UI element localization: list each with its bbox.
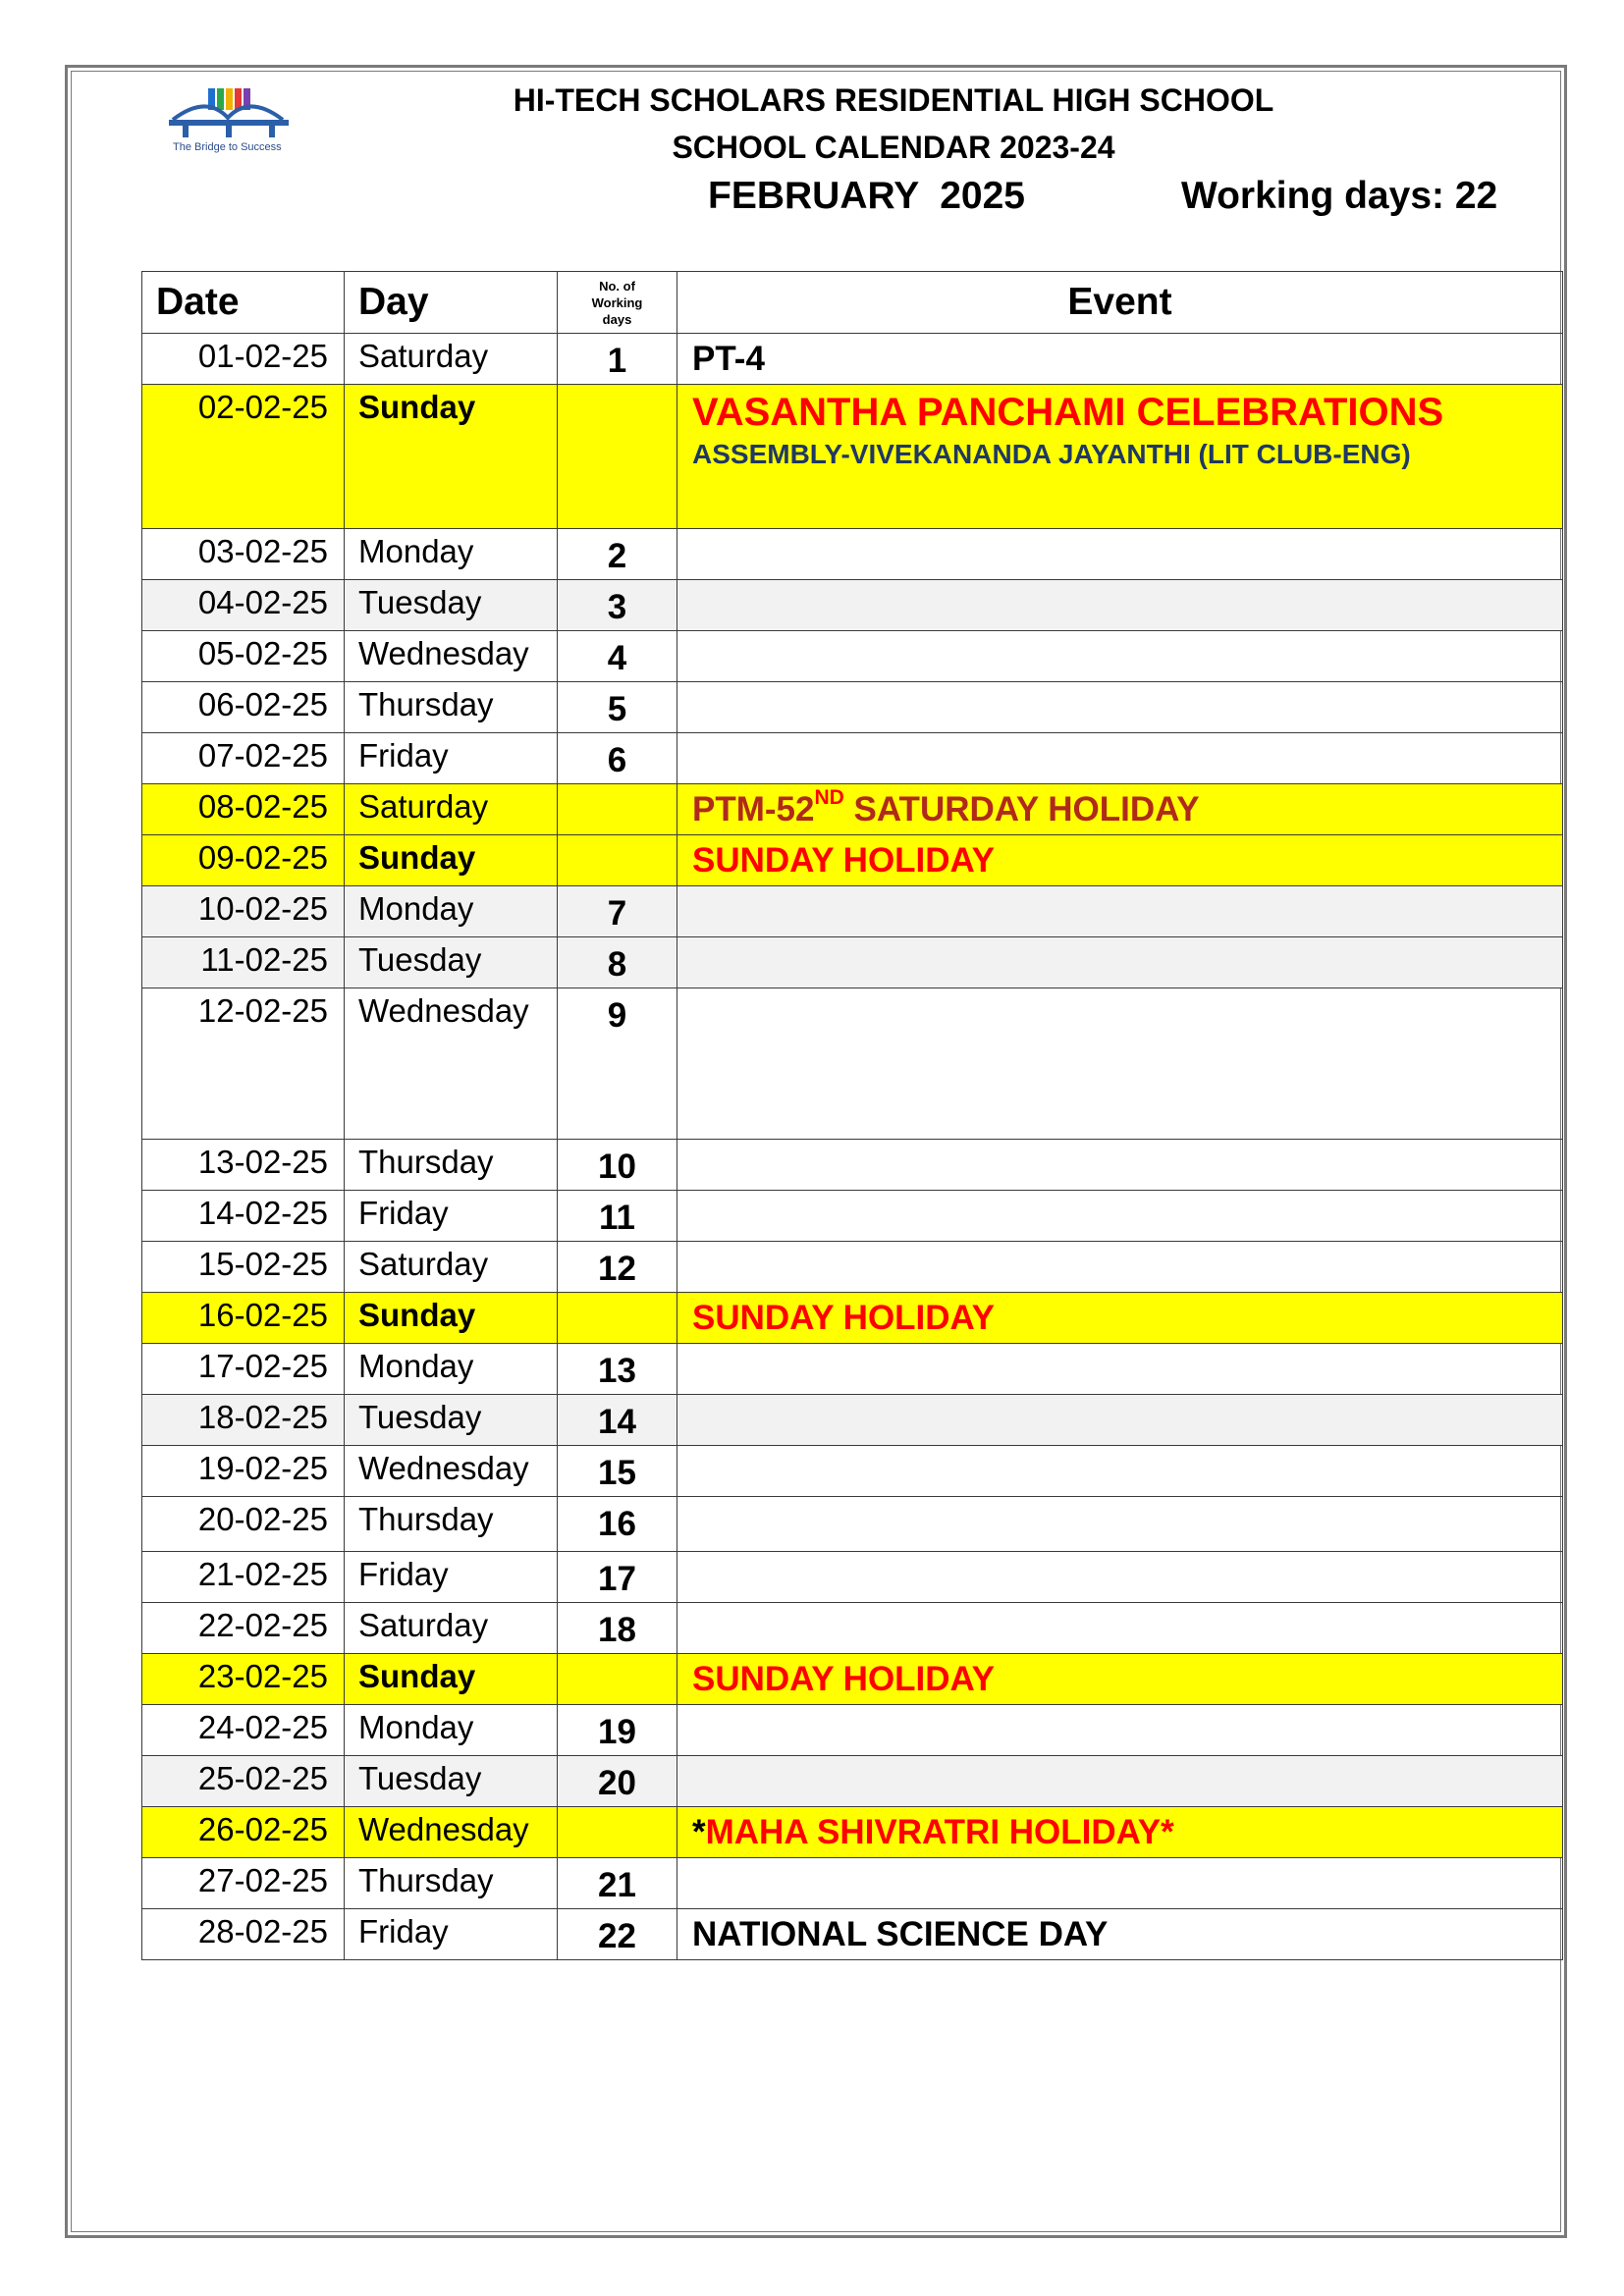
row-working-day: 7: [558, 886, 677, 937]
row-event: [677, 1140, 1563, 1191]
row-day: Monday: [345, 1344, 558, 1395]
row-date: 21-02-25: [142, 1552, 345, 1603]
row-date: 22-02-25: [142, 1603, 345, 1654]
event-ptm: PTM-52: [692, 790, 815, 828]
row-date: 20-02-25: [142, 1497, 345, 1552]
table-row: [142, 1654, 1563, 1705]
row-date: 08-02-25: [142, 784, 345, 835]
row-day: Friday: [345, 1909, 558, 1960]
table-row: [142, 529, 1563, 580]
row-working-day: 9: [558, 988, 677, 1140]
row-day: Friday: [345, 1552, 558, 1603]
row-event: [677, 1552, 1563, 1603]
row-day: Wednesday: [345, 988, 558, 1140]
header-date: Date: [142, 272, 345, 334]
row-event: [677, 1603, 1563, 1654]
row-date: 16-02-25: [142, 1293, 345, 1344]
table-row: [142, 631, 1563, 682]
row-day: Sunday: [345, 835, 558, 886]
row-working-day: [558, 1293, 677, 1344]
row-working-day: [558, 1654, 677, 1705]
row-event: SUNDAY HOLIDAY: [677, 1654, 1563, 1705]
school-name: HI-TECH SCHOLARS RESIDENTIAL HIGH SCHOOL: [513, 82, 1274, 118]
row-working-day: 14: [558, 1395, 677, 1446]
event-title: VASANTHA PANCHAMI CELEBRATIONS: [692, 391, 1444, 434]
row-day: Monday: [345, 529, 558, 580]
row-date: 11-02-25: [142, 937, 345, 988]
row-date: 27-02-25: [142, 1858, 345, 1909]
table-row: [142, 733, 1563, 784]
row-day: Tuesday: [345, 1756, 558, 1807]
table-row: [142, 886, 1563, 937]
row-working-day: [558, 835, 677, 886]
row-date: 04-02-25: [142, 580, 345, 631]
row-event: [677, 682, 1563, 733]
row-day: Sunday: [345, 385, 558, 529]
row-date: 23-02-25: [142, 1654, 345, 1705]
event-asterisk: *: [692, 1813, 706, 1851]
row-date: 15-02-25: [142, 1242, 345, 1293]
row-event: [677, 1191, 1563, 1242]
row-day: Saturday: [345, 1603, 558, 1654]
table-row: [142, 682, 1563, 733]
header-working-days: [558, 272, 677, 334]
row-date: 03-02-25: [142, 529, 345, 580]
row-working-day: 19: [558, 1705, 677, 1756]
row-date: 26-02-25: [142, 1807, 345, 1858]
row-working-day: 3: [558, 580, 677, 631]
row-working-day: 2: [558, 529, 677, 580]
row-event: NATIONAL SCIENCE DAY: [677, 1909, 1563, 1960]
row-working-day: 1: [558, 334, 677, 385]
row-event: [677, 937, 1563, 988]
row-date: 05-02-25: [142, 631, 345, 682]
table-row: [142, 937, 1563, 988]
row-day: Thursday: [345, 1497, 558, 1552]
row-event: SUNDAY HOLIDAY: [677, 835, 1563, 886]
row-day: Saturday: [345, 784, 558, 835]
row-date: 02-02-25: [142, 385, 345, 529]
row-day: Tuesday: [345, 580, 558, 631]
row-day: Monday: [345, 1705, 558, 1756]
row-working-day: 11: [558, 1191, 677, 1242]
table-row: [142, 1552, 1563, 1603]
row-date: 17-02-25: [142, 1344, 345, 1395]
row-date: 12-02-25: [142, 988, 345, 1140]
event-shivratri: MAHA SHIVRATRI HOLIDAY*: [705, 1813, 1174, 1851]
row-date: 10-02-25: [142, 886, 345, 937]
row-day: Wednesday: [345, 1446, 558, 1497]
table-row: [142, 334, 1563, 385]
header-working-days-line1: No. of: [599, 278, 635, 294]
row-event: [677, 1807, 1563, 1858]
row-day: Sunday: [345, 1654, 558, 1705]
row-working-day: 6: [558, 733, 677, 784]
table-row: [142, 835, 1563, 886]
row-date: 14-02-25: [142, 1191, 345, 1242]
row-day: Tuesday: [345, 1395, 558, 1446]
row-event: SUNDAY HOLIDAY: [677, 1293, 1563, 1344]
row-date: 09-02-25: [142, 835, 345, 886]
header-working-days-line3: days: [602, 311, 632, 327]
row-event: [677, 1242, 1563, 1293]
header-event: Event: [677, 272, 1563, 334]
table-row: [142, 1705, 1563, 1756]
row-date: 07-02-25: [142, 733, 345, 784]
table-row: [142, 1395, 1563, 1446]
working-days-total: Working days: 22: [1181, 175, 1498, 217]
table-row: [142, 988, 1563, 1140]
row-event: [677, 1756, 1563, 1807]
table-row: [142, 1242, 1563, 1293]
calendar-title: SCHOOL CALENDAR 2023-24: [672, 130, 1115, 165]
table-row: [142, 1497, 1563, 1552]
header-working-days-line2: Working: [591, 294, 643, 310]
event-saturday-holiday: SATURDAY HOLIDAY: [843, 790, 1200, 828]
row-day: Saturday: [345, 1242, 558, 1293]
logo-tagline: The Bridge to Success: [173, 141, 282, 153]
row-working-day: 15: [558, 1446, 677, 1497]
row-event: [677, 988, 1563, 1140]
row-working-day: 13: [558, 1344, 677, 1395]
row-day: Saturday: [345, 334, 558, 385]
row-working-day: 18: [558, 1603, 677, 1654]
row-day: Thursday: [345, 1140, 558, 1191]
row-event: [677, 1395, 1563, 1446]
table-row: [142, 1756, 1563, 1807]
table-row: [142, 385, 1563, 529]
row-event: [677, 1497, 1563, 1552]
row-day: Monday: [345, 886, 558, 937]
calendar-table: [141, 271, 1563, 1960]
row-date: 28-02-25: [142, 1909, 345, 1960]
row-working-day: 22: [558, 1909, 677, 1960]
table-row: [142, 1603, 1563, 1654]
row-event: PT-4: [677, 334, 1563, 385]
row-event: [677, 529, 1563, 580]
row-day: Sunday: [345, 1293, 558, 1344]
row-working-day: 16: [558, 1497, 677, 1552]
row-date: 06-02-25: [142, 682, 345, 733]
row-date: 18-02-25: [142, 1395, 345, 1446]
month-title: FEBRUARY 2025: [708, 175, 1025, 217]
row-working-day: 12: [558, 1242, 677, 1293]
row-event: [677, 784, 1563, 835]
table-row: [142, 580, 1563, 631]
table-row: [142, 1909, 1563, 1960]
row-working-day: 5: [558, 682, 677, 733]
table-row: [142, 1140, 1563, 1191]
row-event: [677, 886, 1563, 937]
row-event: [677, 1858, 1563, 1909]
row-working-day: 17: [558, 1552, 677, 1603]
table-row: [142, 784, 1563, 835]
row-day: Tuesday: [345, 937, 558, 988]
row-event: [677, 733, 1563, 784]
row-working-day: 10: [558, 1140, 677, 1191]
row-day: Friday: [345, 733, 558, 784]
row-day: Wednesday: [345, 1807, 558, 1858]
header-day: Day: [345, 272, 558, 334]
row-working-day: [558, 385, 677, 529]
table-row: [142, 1446, 1563, 1497]
table-row: [142, 1191, 1563, 1242]
table-row: [142, 1858, 1563, 1909]
row-working-day: 20: [558, 1756, 677, 1807]
event-ptm-superscript: ND: [814, 786, 844, 809]
table-row: [142, 1293, 1563, 1344]
row-date: 25-02-25: [142, 1756, 345, 1807]
row-date: 13-02-25: [142, 1140, 345, 1191]
row-date: 24-02-25: [142, 1705, 345, 1756]
row-working-day: 4: [558, 631, 677, 682]
table-row: [142, 1344, 1563, 1395]
row-date: 19-02-25: [142, 1446, 345, 1497]
row-day: Friday: [345, 1191, 558, 1242]
row-working-day: [558, 1807, 677, 1858]
row-day: Thursday: [345, 682, 558, 733]
row-event: [677, 385, 1563, 529]
row-day: Wednesday: [345, 631, 558, 682]
row-working-day: [558, 784, 677, 835]
row-event: [677, 631, 1563, 682]
row-event: [677, 580, 1563, 631]
event-subtitle: ASSEMBLY-VIVEKANANDA JAYANTHI (LIT CLUB-ENG): [692, 439, 1411, 469]
row-event: [677, 1344, 1563, 1395]
row-working-day: 8: [558, 937, 677, 988]
row-working-day: 21: [558, 1858, 677, 1909]
row-date: 01-02-25: [142, 334, 345, 385]
row-event: [677, 1705, 1563, 1756]
row-event: [677, 1446, 1563, 1497]
table-row: [142, 1807, 1563, 1858]
row-day: Thursday: [345, 1858, 558, 1909]
